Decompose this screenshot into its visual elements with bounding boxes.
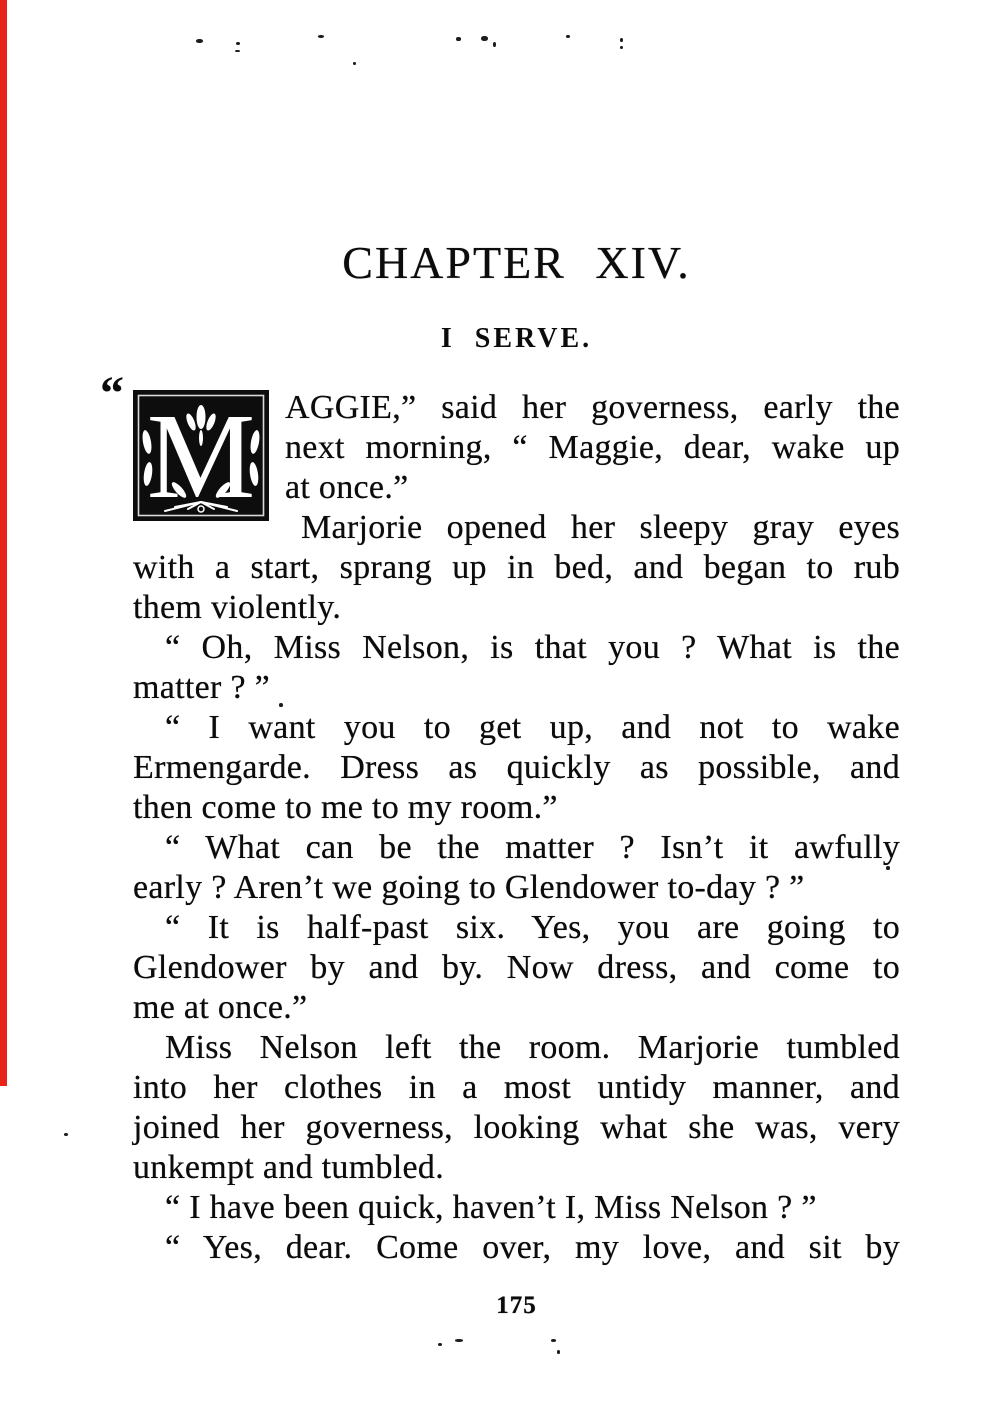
text-line: “ I have been quick, haven’t I, Miss Nelson ? ”	[165, 1189, 817, 1226]
ink-speck	[620, 46, 623, 49]
text-line: next morning, “ Maggie, dear, wake up	[285, 429, 900, 466]
ink-speck	[236, 42, 240, 45]
ink-speck	[455, 1339, 463, 1342]
text-line: “ Oh, Miss Nelson, is that you ? What is the	[165, 629, 900, 666]
ink-speck	[620, 38, 623, 42]
svg-text:M: M	[146, 390, 256, 521]
page-number: 175	[496, 1292, 537, 1319]
text-line: at once.”	[285, 469, 409, 506]
ink-speck	[557, 1350, 560, 1354]
scan-edge-stripe	[0, 0, 7, 1086]
text-line: Miss Nelson left the room. Marjorie tumbled	[165, 1029, 900, 1066]
text-line: me at once.”	[133, 989, 308, 1026]
ink-speck	[481, 36, 488, 41]
opening-quote-mark: “	[100, 367, 124, 420]
text-line: AGGIE,” said her governess, early the	[285, 389, 900, 426]
ink-speck	[196, 39, 203, 43]
text-line: unkempt and tumbled.	[133, 1149, 445, 1186]
ink-speck	[64, 1133, 68, 1136]
ink-speck	[318, 35, 324, 38]
text-line: “ It is half-past six. Yes, you are going to	[165, 909, 900, 946]
chapter-heading: CHAPTER XIV.	[342, 237, 691, 288]
text-line: “ Yes, dear. Come over, my love, and sit by	[165, 1229, 900, 1266]
ink-speck	[456, 37, 461, 41]
text-line: early ? Aren’t we going to Glendower to-day ? ”	[133, 869, 805, 906]
text-line: with a start, sprang up in bed, and began to rub	[133, 549, 900, 586]
text-line: “ What can be the matter ? Isn’t it awfully	[165, 829, 900, 866]
ink-speck	[493, 42, 496, 47]
text-line: them violently.	[133, 589, 342, 626]
text-line: matter ? ”	[133, 669, 271, 706]
ink-speck	[353, 62, 356, 65]
body-text	[133, 388, 900, 1268]
section-heading: I SERVE.	[440, 323, 593, 354]
ink-speck	[438, 1343, 442, 1346]
ink-speck	[551, 1339, 556, 1342]
text-line: into her clothes in a most untidy manner, and	[133, 1069, 900, 1106]
text-line: “ I want you to get up, and not to wake	[165, 709, 900, 746]
text-line: then come to me to my room.”	[133, 789, 558, 826]
text-line: joined her governess, looking what she was, very	[133, 1109, 900, 1146]
ink-speck	[235, 50, 240, 52]
text-line: Marjorie opened her sleepy gray eyes	[301, 509, 900, 546]
text-line: Ermengarde. Dress as quickly as possible, and	[133, 749, 900, 786]
ink-speck	[566, 35, 570, 38]
text-line: Glendower by and by. Now dress, and come to	[133, 949, 900, 986]
